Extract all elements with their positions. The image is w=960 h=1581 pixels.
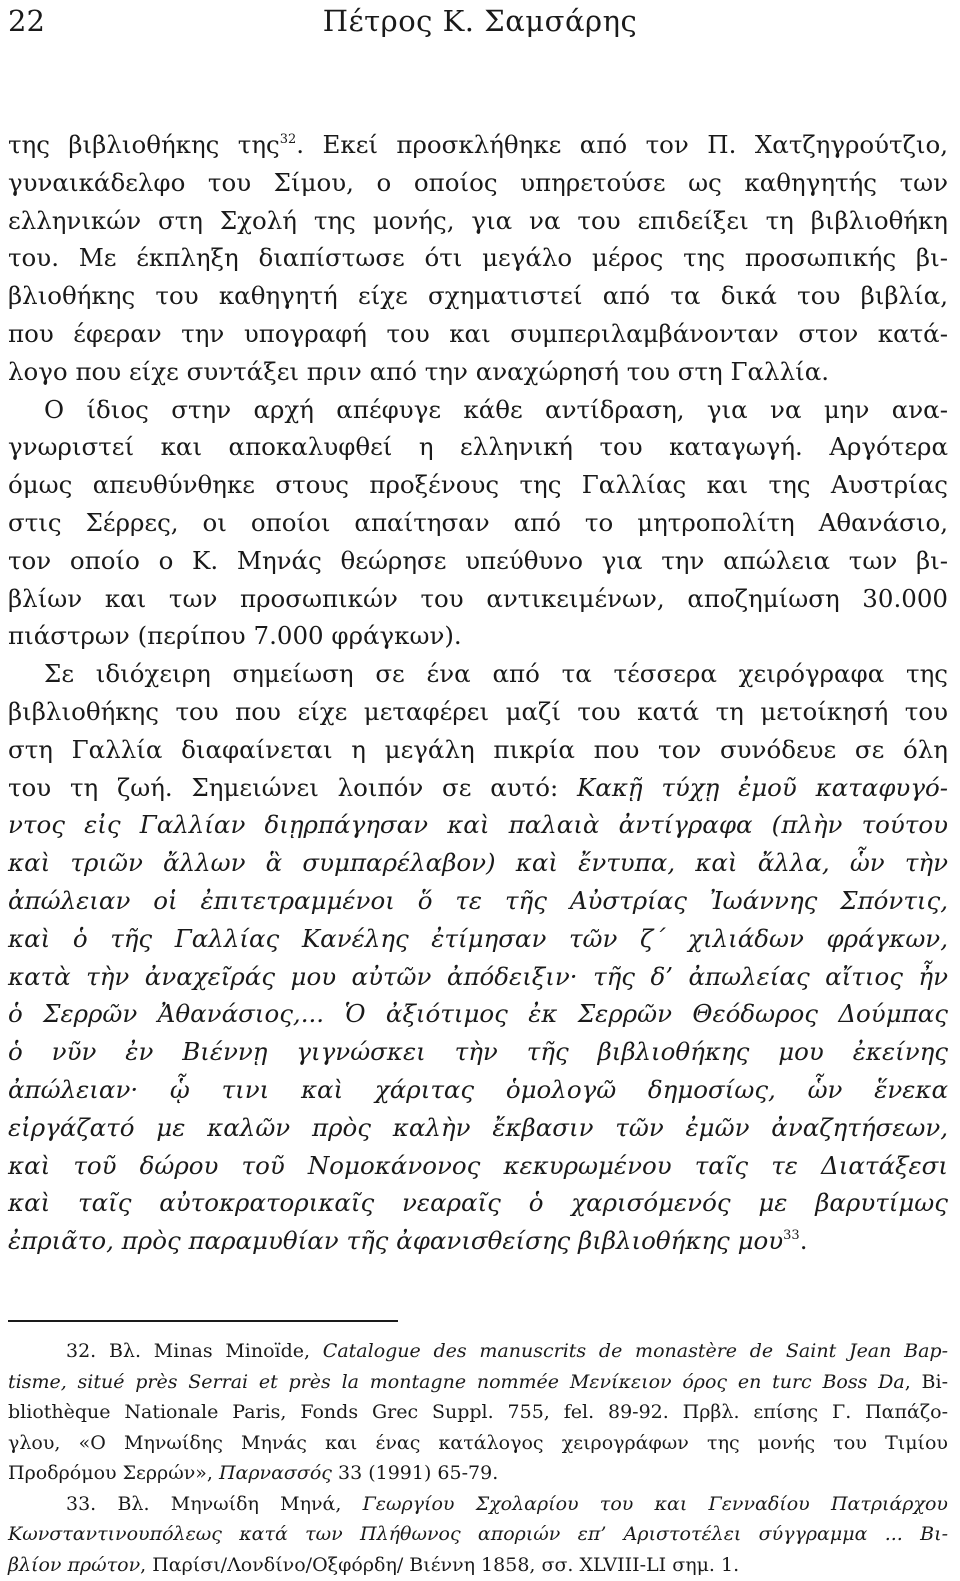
body-line <box>8 164 948 202</box>
text: βλίων και των προσωπικών του αντικειμένων, αποζημίωση 30.000 <box>8 583 948 613</box>
italic-text: ντος εἰς Γαλλίαν διῃρπάγησαν καὶ παλαιὰ ἀντίγραφα (πλὴν τούτου <box>8 810 948 840</box>
italic-text: Κωνσταντινουπόλεως κατά των Πλήθωνος αποριών επ’ Αριστοτέλει σύγγραμμα ... Βι- <box>8 1523 948 1545</box>
text: 33. Βλ. Μηνωίδη Μηνά, <box>66 1492 363 1515</box>
body-line <box>8 1071 948 1109</box>
italic-text: κατὰ τὴν ἀναχεῖράς μου αὐτῶν ἀπόδειξιν· τῆς δ’ ἀπωλείας αἴτιος ἦν <box>8 961 948 991</box>
footnote-line <box>8 1428 948 1459</box>
text: πιάστρων (περίπου 7.000 φράγκων). <box>8 621 462 651</box>
text: , Bi- <box>904 1370 948 1393</box>
text: γυναικάδελφο του Σίμου, ο οποίος υπηρετούσε ως καθηγητής των <box>8 167 948 197</box>
text: Ο ίδιος στην αρχή απέφυγε κάθε αντίδραση, για να μην ανα- <box>44 394 948 424</box>
text: 33 (1991) 65-79. <box>331 1462 499 1484</box>
footnote-line <box>8 1489 948 1520</box>
italic-text: καὶ ὁ τῆς Γαλλίας Κανέλης ἐτίμησαν τῶν ζ΄ χιλιάδων φράγκων, <box>8 923 948 953</box>
text: λογο που είχε συντάξει πριν από την αναχώρησή του στη Γαλλία. <box>8 356 830 386</box>
text: του. Με έκπληξη διαπίστωσε ότι μεγάλο μέρος της προσωπικής βι- <box>8 243 948 273</box>
footnote-rule <box>8 1320 398 1322</box>
italic-text: καὶ τριῶν ἄλλων ἃ συμπαρέλαβον) καὶ ἔντυπα, καὶ ἄλλα, ὧν τὴν <box>8 848 948 878</box>
text: που έφεραν την υπογραφή του και συμπεριλαμβάνονταν στον κατά- <box>8 318 948 348</box>
body-line <box>8 693 948 731</box>
body-line <box>8 882 948 920</box>
body-text <box>8 126 948 1260</box>
body-line <box>8 958 948 996</box>
footnote-line <box>8 1367 948 1398</box>
text: βιβλιοθήκης του που είχε μεταφέρει μαζί του κατά τη μετοίκησή του <box>8 696 948 726</box>
body-line <box>8 806 948 844</box>
italic-text: Γεωργίου Σχολαρίου του και Γενναδίου Πατριάρχου <box>362 1492 948 1515</box>
italic-text: ὁ νῦν ἐν Βιέννῃ γιγνώσκει τὴν τῆς βιβλιοθήκης μου ἐκείνης <box>8 1037 948 1067</box>
text: του τη ζωή. Σημειώνει λοιπόν σε αυτό: <box>8 772 577 802</box>
body-line <box>8 1147 948 1185</box>
body-line <box>8 466 948 504</box>
text: τον οποίο ο Κ. Μηνάς θεώρησε υπεύθυνο για την απώλεια των βι- <box>8 545 948 575</box>
footnote-ref: 33 <box>783 1228 800 1244</box>
body-line <box>8 844 948 882</box>
italic-text: tisme, situé près Serrai et près la montagne nommée Μενίκειον όρος en turc Boss Da <box>8 1370 905 1393</box>
text: 32. Βλ. Minas Minoïde, <box>66 1340 323 1362</box>
text: της βιβλιοθήκης της <box>8 130 280 159</box>
italic-text: ἐπριᾶτο, πρὸς παραμυθίαν τῆς ἀφανισθείσης βιβλιοθήκης μου <box>8 1226 784 1256</box>
text: . Εκεί προσκλήθηκε από τον Π. Χατζηγρούτζιο, <box>296 130 948 159</box>
footnote-line <box>8 1519 948 1550</box>
page-number: 22 <box>8 4 45 38</box>
text: γλου, «Ο Μηνωίδης Μηνάς και ένας κατάλογος χειρογράφων της μονής του Τιμίου <box>8 1431 948 1454</box>
body-line <box>8 202 948 240</box>
body-line <box>8 580 948 618</box>
body-line <box>8 1184 948 1222</box>
italic-text: καὶ ταῖς αὐτοκρατορικαῖς νεαραῖς ὁ χαρισόμενός με βαρυτίμως <box>8 1188 948 1218</box>
body-line <box>8 769 948 807</box>
body-line <box>8 995 948 1033</box>
italic-text: Catalogue des manuscrits de monastère de Saint Jean Bap- <box>322 1340 948 1362</box>
body-line <box>8 504 948 542</box>
text: βλιοθήκης του καθηγητή είχε σχηματιστεί από τα δικά του βιβλία, <box>8 281 948 311</box>
body-line <box>8 277 948 315</box>
text: Προδρόμου Σερρών», <box>8 1462 219 1484</box>
text: Σε ιδιόχειρη σημείωση σε ένα από τα τέσσερα χειρόγραφα της <box>44 659 948 689</box>
body-line <box>8 1033 948 1071</box>
italic-text: ἀπώλειαν· ᾧ τινι καὶ χάριτας ὁμολογῶ δημοσίως, ὧν ἕνεκα <box>8 1074 948 1104</box>
body-line <box>8 1109 948 1147</box>
italic-text: Κακῇ τύχῃ ἐμοῦ καταφυγό- <box>576 772 948 802</box>
text: ελληνικών στη Σχολή της μονής, για να του επιδείξει τη βιβλιοθήκη <box>8 205 948 235</box>
footnotes <box>8 1336 948 1580</box>
italic-text: ἀπώλειαν οἱ ἐπιτετραμμένοι ὅ τε τῆς Αὐστρίας Ἰωάννης Σπόντις, <box>8 885 948 915</box>
text: στη Γαλλία διαφαίνεται η μεγάλη πικρία που τον συνόδευε σε όλη <box>8 734 948 764</box>
italic-text: βλίον πρώτον <box>8 1553 141 1576</box>
footnote-line <box>8 1336 948 1367</box>
body-line <box>8 617 948 655</box>
body-line <box>8 655 948 693</box>
body-line <box>8 1222 948 1260</box>
italic-text: καὶ τοῦ δώρου τοῦ Νομοκάνονος κεκυρωμένου ταῖς τε Διατάξεσι <box>8 1150 948 1180</box>
body-line <box>8 239 948 277</box>
text: στις Σέρρες, οι οποίοι απαίτησαν από το μητροπολίτη Αθανάσιο, <box>8 507 948 537</box>
page-header <box>0 0 960 40</box>
text: γνωριστεί και αποκαλυφθεί η ελληνική του καταγωγή. Αργότερα <box>8 432 948 462</box>
body-line <box>8 428 948 466</box>
text: όμως απευθύνθηκε στους προξένους της Γαλλίας και της Αυστρίας <box>8 470 948 500</box>
body-line <box>8 542 948 580</box>
italic-text: ὁ Σερρῶν Ἀθανάσιος,... Ὁ ἀξιότιμος ἐκ Σερρῶν Θεόδωρος Δούμπας <box>8 999 948 1029</box>
footnote-line <box>8 1397 948 1428</box>
body-line <box>8 315 948 353</box>
body-line <box>8 353 948 391</box>
body-line <box>8 731 948 769</box>
running-head: Πέτρος Κ. Σαμσάρης <box>322 4 638 38</box>
body-line <box>8 126 948 164</box>
text: , Παρίσι/Λονδίνο/Οξφόρδη/ Βιέννη 1858, σσ. XLVIII-LI σημ. 1. <box>140 1553 740 1576</box>
text: . <box>799 1226 808 1256</box>
footnote-ref: 32 <box>279 132 297 147</box>
footnote-line <box>8 1550 948 1581</box>
italic-text: Παρνασσός <box>218 1462 332 1484</box>
text: bliothèque Nationale Paris, Fonds Grec Suppl. 755, fel. 89-92. Πρβλ. επίσης Γ. Παπάζο- <box>8 1401 948 1423</box>
footnote-line <box>8 1458 948 1489</box>
italic-text: εἰργάζατό με καλῶν πρὸς καλὴν ἔκβασιν τῶν ἐμῶν ἀναζητήσεων, <box>8 1112 948 1142</box>
body-line <box>8 391 948 429</box>
body-line <box>8 920 948 958</box>
